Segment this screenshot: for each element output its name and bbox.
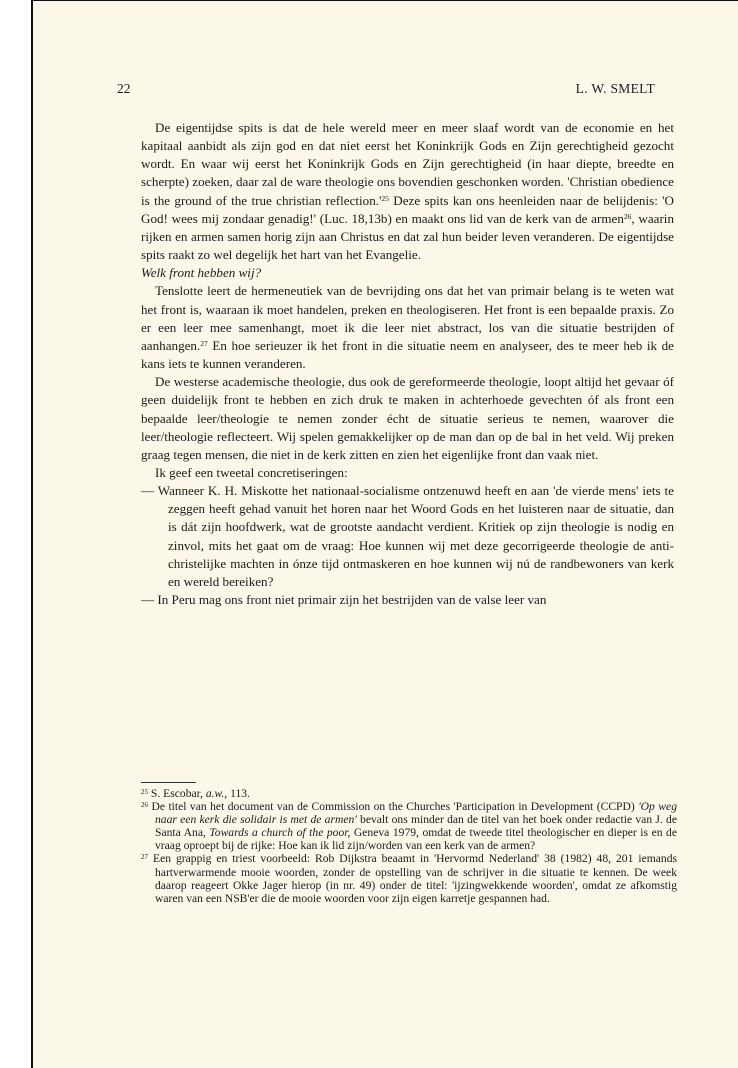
book-page xyxy=(33,1,738,1068)
section-heading: Welk front hebben wij? xyxy=(141,265,262,281)
footnote-ref-25: 25 xyxy=(381,193,389,203)
paragraph-1-text-b: Deze spits kan ons heenleiden naar de belijdenis: 'O God! wees mij zondaar genadig!' (Luc. 18,13b) en maakt ons lid van de kerk van de armen xyxy=(141,192,674,226)
footnote-text: Geneva 1979, omdat de tweede titel theologischer en dieper is en de vraag oproept bij de rijke: Hoe kan ik lid zijn/worden van een kerk van de armen? xyxy=(155,826,677,853)
footnote-text: , 113. xyxy=(224,787,250,800)
paragraph-1-text-a: De eigentijdse spits is dat de hele wereld meer en meer slaaf wordt van de economie en het kapitaal aanbidt als zijn god en dat niet eerst het Koninkrijk Gods en Zijn gerechtigheid gezocht wordt. En waar wij eerst het Koninkrijk Gods en Zijn gerechtigheid (in haar diepte, breedte en scherpte) zoeken, daar zal de ware theologie ons bovendien geschonken worden. 'Christian obedience is the ground of the true christian reflection.' xyxy=(141,120,674,208)
footnote-ref-27: 27 xyxy=(200,338,208,348)
footnotes xyxy=(141,787,677,905)
list-item: — In Peru mag ons front niet primair zijn het bestrijden van de valse leer van xyxy=(141,592,547,608)
running-head: L. W. SMELT xyxy=(575,81,655,96)
paragraph-1-text-c: , waarin rijken en armen samen horig zijn aan Christus en dat zal hun beider leven veranderen. De eigentijdse spits raakt zo wel degelijk het hart van het Evangelie. xyxy=(141,210,674,263)
footnote-divider xyxy=(141,782,196,783)
footnote-25 xyxy=(141,787,677,800)
paragraph-3: De westerse academische theologie, dus ook de gereformeerde theologie, loopt altijd het gevaar óf geen duidelijk front te hebben en zich druk te maken in achterhoede gevechten óf als front een bepaalde leer/theologie te nemen zonder écht de situatie serieus te nemen, waarover die leer/theologie reflecteert. Wij spelen gemakkelijker op de man dan op de bal in het veld. Wij preken graag tegen mensen, die niet in de kerk zitten en zien het eigenlijke front dan vaak niet. xyxy=(141,374,674,462)
paragraph-4: Ik geef een tweetal concretiseringen: xyxy=(155,464,348,480)
footnote-text: S. Escobar, xyxy=(150,787,206,800)
paragraph-2-text-b: En hoe serieuzer ik het front in die situatie neem en analyseer, des te meer heb ik de kans iets te kunnen veranderen. xyxy=(141,337,674,372)
footnote-number: 27 xyxy=(141,853,148,862)
footnote-26 xyxy=(141,800,677,852)
footnote-text: Een grappig en triest voorbeeld: Rob Dijkstra beaamt in 'Hervormd Nederland' 38 (1982) 48, 201 iemands hartverwarmende mooie woorden, zonder de opstelling van de schrijver in die situatie te kennen. De week daarop reageert Okke Jager hierop (in nr. 49) onder de titel: 'ijzingwekkende woorden', omdat ze afkomstig waren van een NSB'er die de mooie woorden voor zijn eigen karretje gespannen had. xyxy=(152,852,678,905)
paragraph-2 xyxy=(141,282,674,373)
body-text xyxy=(141,119,674,609)
footnote-text: De titel van het document van de Commission on the Churches 'Participation in Development (CCPD) xyxy=(151,800,639,814)
footnote-ref-26: 26 xyxy=(623,211,632,221)
page-number: 22 xyxy=(117,81,131,96)
footnote-italic: a.w. xyxy=(205,787,225,800)
paragraph-2-text-a: Tenslotte leert de hermeneutiek van de bevrijding ons dat het van primair belang is te weten wat het front is, waaraan ik moet handelen, preken en theologiseren. Het front is een bepaalde praxis. Zo er een leer mee samenhangt, moet ik die leer niet abstract, los van die situatie bestrijden of aanhangen. xyxy=(141,283,674,353)
footnote-italic: 'Op weg naar een kerk die solidair is met de armen' xyxy=(155,800,677,827)
list-item: — Wanneer K. H. Miskotte het nationaal-socialisme ontzenuwd heeft en aan 'de vierde mens' iets te zeggen heeft gehad vanuit het horen naar het Woord Gods en het luisteren naar de situatie, dan is dát zijn hoofdwerk, wat de grootste aandacht verdient. Kritiek op zijn theologie is nodig en zinvol, mits het gaat om de vraag: Hoe kunnen wij met deze gecorrigeerde theologie de anti-christelijke machten in ónze tijd ontmaskeren en hoe kunnen wij nú de randbewoners van kerk en wereld bereiken? xyxy=(141,483,674,589)
footnote-number: 25 xyxy=(141,788,148,796)
footnote-italic: Towards a church of the poor, xyxy=(209,826,351,840)
footnote-27 xyxy=(141,852,677,904)
footnote-text: bevalt ons minder dan de titel van het boek onder redactie van J. de Santa Ana, xyxy=(155,813,677,840)
footnote-number: 26 xyxy=(141,801,148,810)
paragraph-1 xyxy=(141,119,674,264)
